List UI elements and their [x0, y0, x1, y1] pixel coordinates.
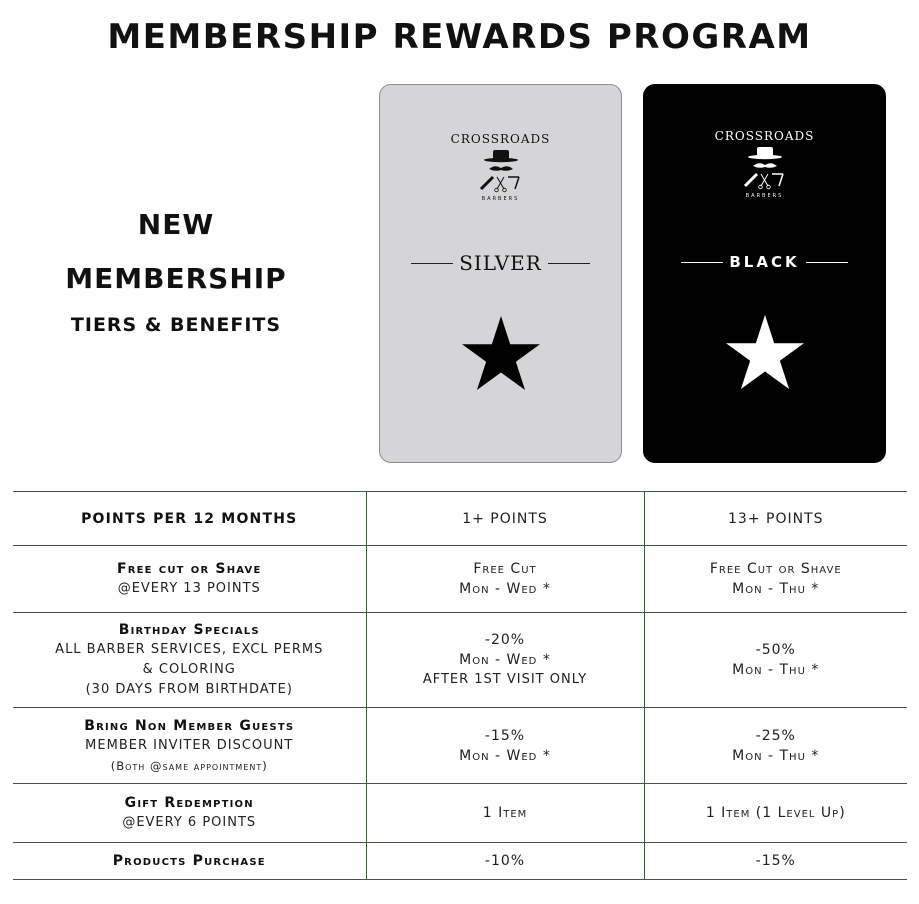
black-value: -50% — [755, 642, 796, 658]
black-value: Free Cut or Shave — [709, 561, 842, 577]
tier-name-black: BLACK — [729, 253, 800, 271]
tier-label-row — [380, 250, 621, 276]
benefit-subtitle: (30 DAYS FROM BIRTHDATE) — [85, 682, 293, 697]
barber-logo-icon — [735, 146, 795, 192]
black-value-cell — [644, 613, 907, 708]
table-row — [13, 843, 907, 880]
silver-value-cell — [366, 843, 644, 880]
table-row — [13, 492, 907, 546]
benefit-label-cell — [13, 843, 366, 880]
benefit-subtitle: (Both @same appointment) — [110, 758, 268, 773]
black-value-cell — [644, 492, 907, 546]
silver-value: Free Cut — [473, 561, 537, 577]
silver-value: -20% — [484, 632, 526, 648]
silver-value: 1+ POINTS — [462, 510, 548, 527]
silver-value-cell — [366, 546, 644, 613]
table-row — [13, 546, 907, 613]
table-row — [13, 784, 907, 843]
silver-value: AFTER 1ST VISIT ONLY — [422, 672, 588, 687]
silver-value: 1 Item — [482, 805, 528, 821]
silver-value: Mon - Wed * — [459, 747, 551, 764]
benefit-title: Gift Redemption — [124, 795, 254, 811]
silver-value: -15% — [484, 727, 526, 744]
intro-line-tiers: TIERS & BENEFITS — [70, 314, 282, 336]
barber-logo-icon — [471, 149, 531, 195]
benefit-label-cell — [13, 613, 366, 708]
black-value: -25% — [755, 727, 796, 744]
page-title: MEMBERSHIP REWARDS PROGRAM — [107, 17, 812, 57]
divider-line — [411, 263, 453, 264]
intro-line-membership: MEMBERSHIP — [65, 262, 287, 295]
benefit-title: Free cut or Shave — [116, 561, 262, 577]
benefit-subtitle: MEMBER INVITER DISCOUNT — [85, 737, 294, 753]
tier-name-silver: SILVER — [459, 251, 542, 275]
benefit-title: Products Purchase — [112, 853, 266, 869]
divider-line — [548, 263, 590, 264]
divider-line — [681, 262, 723, 263]
intro-block — [0, 200, 352, 342]
benefit-title: POINTS PER 12 MONTHS — [81, 510, 298, 527]
benefit-subtitle: @EVERY 6 POINTS — [122, 815, 257, 830]
silver-value: Mon - Wed * — [459, 581, 551, 597]
divider-line — [806, 262, 848, 263]
black-value: 13+ POINTS — [728, 510, 824, 527]
black-value-cell — [644, 843, 907, 880]
benefits-table — [13, 491, 907, 880]
silver-value: -10% — [484, 853, 526, 869]
card-brand: CROSSROADS — [714, 129, 815, 143]
star-icon — [462, 316, 540, 390]
silver-value-cell — [366, 613, 644, 708]
silver-value-cell — [366, 784, 644, 843]
tier-label-row — [644, 249, 885, 275]
black-value-cell — [644, 784, 907, 843]
black-value-cell — [644, 708, 907, 784]
star-icon — [726, 315, 804, 389]
black-membership-card — [643, 84, 886, 463]
benefit-subtitle: @EVERY 13 POINTS — [117, 581, 261, 596]
silver-value-cell — [366, 708, 644, 784]
card-sub-brand: BARBERS — [745, 193, 784, 199]
black-value-cell — [644, 546, 907, 613]
benefit-subtitle: ALL BARBER SERVICES, EXCL PERMS — [55, 642, 324, 657]
benefit-title: Bring Non Member Guests — [84, 717, 295, 734]
black-value: Mon - Thu * — [732, 662, 820, 678]
table-row — [13, 708, 907, 784]
benefit-label-cell — [13, 546, 366, 613]
silver-value: Mon - Wed * — [459, 652, 551, 668]
table-row — [13, 613, 907, 708]
black-value: 1 Item (1 Level Up) — [705, 805, 846, 821]
benefit-subtitle: & COLORING — [142, 662, 236, 677]
silver-membership-card — [379, 84, 622, 463]
black-value: Mon - Thu * — [732, 747, 820, 764]
benefit-label-cell — [13, 708, 366, 784]
intro-line-new: NEW — [137, 208, 215, 241]
benefit-label-cell — [13, 784, 366, 843]
card-brand: CROSSROADS — [450, 132, 551, 146]
silver-value-cell — [366, 492, 644, 546]
benefit-label-cell — [13, 492, 366, 546]
black-value: Mon - Thu * — [732, 581, 820, 597]
benefit-title: Birthday Specials — [118, 622, 260, 638]
black-value: -15% — [755, 853, 796, 869]
card-sub-brand: BARBERS — [481, 196, 520, 202]
